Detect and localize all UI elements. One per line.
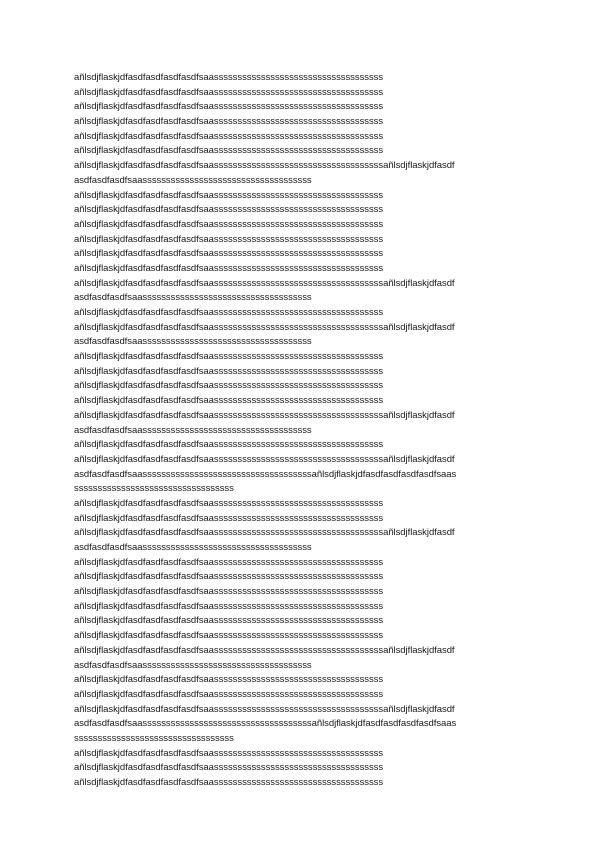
text-line: añlsdjflaskjdfasdfasdfasdfasdfsaassssssssssssssssssssssssssssssssssss (74, 512, 384, 524)
text-line: añlsdjflaskjdfasdfasdfasdfasdfsaassssssssssssssssssssssssssssssssssss (74, 248, 384, 260)
text-line: asdfasdfasdfsaassssssssssssssssssssssssssssssssssss (74, 292, 312, 304)
text-line: añlsdjflaskjdfasdfasdfasdfasdfsaassssssssssssssssssssssssssssssssssss (74, 395, 384, 407)
text-line: añlsdjflaskjdfasdfasdfasdfasdfsaassssssssssssssssssssssssssssssssssssañlsdjflaskjdfasdf (74, 321, 455, 333)
text-line: añlsdjflaskjdfasdfasdfasdfasdfsaassssssssssssssssssssssssssssssssssss (74, 439, 384, 451)
text-line: añlsdjflaskjdfasdfasdfasdfasdfsaassssssssssssssssssssssssssssssssssssañlsdjflaskjdfasdf (74, 160, 455, 172)
text-line: añlsdjflaskjdfasdfasdfasdfasdfsaassssssssssssssssssssssssssssssssssss (74, 600, 384, 612)
text-line: añlsdjflaskjdfasdfasdfasdfasdfsaassssssssssssssssssssssssssssssssssss (74, 233, 384, 245)
text-line: añlsdjflaskjdfasdfasdfasdfasdfsaassssssssssssssssssssssssssssssssssss (74, 571, 384, 583)
text-line: añlsdjflaskjdfasdfasdfasdfasdfsaassssssssssssssssssssssssssssssssssss (74, 262, 384, 274)
text-line: añlsdjflaskjdfasdfasdfasdfasdfsaassssssssssssssssssssssssssssssssssss (74, 777, 384, 788)
text-line: añlsdjflaskjdfasdfasdfasdfasdfsaassssssssssssssssssssssssssssssssssss (74, 380, 384, 392)
text-line: añlsdjflaskjdfasdfasdfasdfasdfsaassssssssssssssssssssssssssssssssssss (74, 351, 384, 363)
text-line: añlsdjflaskjdfasdfasdfasdfasdfsaassssssssssssssssssssssssssssssssssss (74, 86, 384, 98)
text-line: añlsdjflaskjdfasdfasdfasdfasdfsaassssssssssssssssssssssssssssssssssssañlsdjflaskjdfasdf (74, 527, 455, 539)
text-line: añlsdjflaskjdfasdfasdfasdfasdfsaassssssssssssssssssssssssssssssssssssañlsdjflaskjdfasdf (74, 409, 455, 421)
text-line: añlsdjflaskjdfasdfasdfasdfasdfsaassssssssssssssssssssssssssssssssssss (74, 762, 384, 774)
text-line: añlsdjflaskjdfasdfasdfasdfasdfsaassssssssssssssssssssssssssssssssssss (74, 130, 384, 142)
text-line: añlsdjflaskjdfasdfasdfasdfasdfsaassssssssssssssssssssssssssssssssssss (74, 218, 384, 230)
text-line: añlsdjflaskjdfasdfasdfasdfasdfsaassssssssssssssssssssssssssssssssssss (74, 189, 384, 201)
text-line: añlsdjflaskjdfasdfasdfasdfasdfsaassssssssssssssssssssssssssssssssssss (74, 307, 384, 318)
text-line: añlsdjflaskjdfasdfasdfasdfasdfsaassssssssssssssssssssssssssssssssssss (74, 586, 384, 598)
text-line: asdfasdfasdfsaassssssssssssssssssssssssssssssssssssañlsdjflaskjdfasdfasdfasdfasdfsaas (74, 468, 457, 480)
text-line: añlsdjflaskjdfasdfasdfasdfasdfsaassssssssssssssssssssssssssssssssssss (74, 365, 384, 377)
text-line: asdfasdfasdfsaassssssssssssssssssssssssssssssssssss (74, 424, 312, 436)
text-line: añlsdjflaskjdfasdfasdfasdfasdfsaassssssssssssssssssssssssssssssssssssañlsdjflaskjdfasdf (74, 277, 455, 289)
text-line: añlsdjflaskjdfasdfasdfasdfasdfsaassssssssssssssssssssssssssssssssssss (74, 630, 384, 642)
text-line: ssssssssssssssssssssssssssssssssss (74, 732, 234, 744)
text-line: añlsdjflaskjdfasdfasdfasdfasdfsaassssssssssssssssssssssssssssssssssss (74, 101, 384, 113)
text-line: añlsdjflaskjdfasdfasdfasdfasdfsaassssssssssssssssssssssssssssssssssss (74, 116, 384, 128)
document-page (74, 71, 544, 791)
text-line: asdfasdfasdfsaassssssssssssssssssssssssssssssssssss (74, 336, 312, 348)
text-line: añlsdjflaskjdfasdfasdfasdfasdfsaassssssssssssssssssssssssssssssssssss (74, 204, 384, 216)
text-line: añlsdjflaskjdfasdfasdfasdfasdfsaassssssssssssssssssssssssssssssssssss (74, 497, 384, 509)
text-line: asdfasdfasdfsaassssssssssssssssssssssssssssssssssss (74, 174, 312, 186)
text-line: asdfasdfasdfsaassssssssssssssssssssssssssssssssssss (74, 542, 312, 553)
text-line: añlsdjflaskjdfasdfasdfasdfasdfsaassssssssssssssssssssssssssssssssssssañlsdjflaskjdfasdf (74, 703, 455, 715)
text-line: añlsdjflaskjdfasdfasdfasdfasdfsaassssssssssssssssssssssssssssssssssss (74, 72, 384, 83)
text-line: añlsdjflaskjdfasdfasdfasdfasdfsaassssssssssssssssssssssssssssssssssss (74, 615, 384, 627)
text-line: añlsdjflaskjdfasdfasdfasdfasdfsaassssssssssssssssssssssssssssssssssssañlsdjflaskjdfasdf (74, 453, 455, 465)
text-line: añlsdjflaskjdfasdfasdfasdfasdfsaassssssssssssssssssssssssssssssssssssañlsdjflaskjdfasdf (74, 644, 455, 656)
text-line: añlsdjflaskjdfasdfasdfasdfasdfsaassssssssssssssssssssssssssssssssssss (74, 688, 384, 700)
text-line: asdfasdfasdfsaassssssssssssssssssssssssssssssssssss (74, 659, 312, 671)
text-line: añlsdjflaskjdfasdfasdfasdfasdfsaassssssssssssssssssssssssssssssssssss (74, 145, 384, 157)
text-line: ssssssssssssssssssssssssssssssssss (74, 483, 234, 495)
text-line: añlsdjflaskjdfasdfasdfasdfasdfsaassssssssssssssssssssssssssssssssssss (74, 556, 384, 568)
text-line: asdfasdfasdfsaassssssssssssssssssssssssssssssssssssañlsdjflaskjdfasdfasdfasdfasdfsaas (74, 718, 457, 730)
text-line: añlsdjflaskjdfasdfasdfasdfasdfsaassssssssssssssssssssssssssssssssssss (74, 747, 384, 759)
text-line: añlsdjflaskjdfasdfasdfasdfasdfsaassssssssssssssssssssssssssssssssssss (74, 674, 384, 686)
